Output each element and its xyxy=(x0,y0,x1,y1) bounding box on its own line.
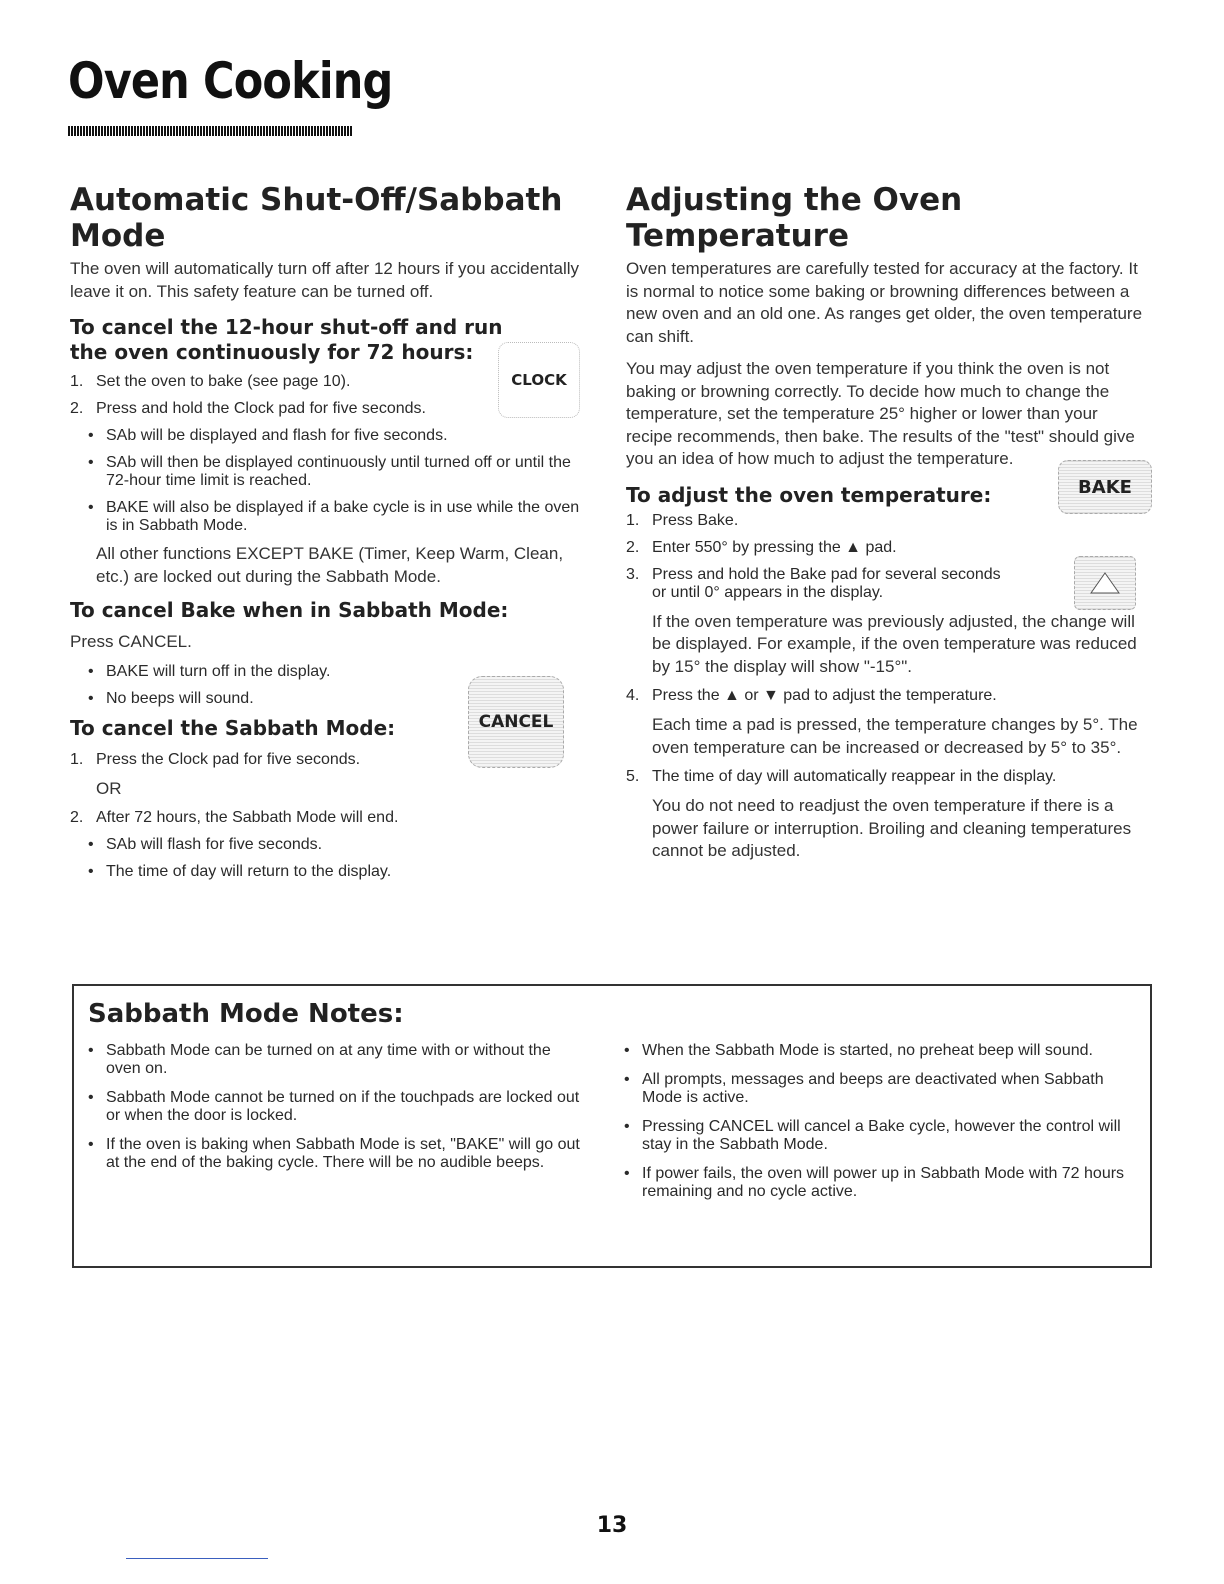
right-column xyxy=(626,182,1146,863)
adjust-step3-note: If the oven temperature was previously adjusted, the change will be displayed. For example, if the oven temperature was reduced by 15° the display will show "-15°". xyxy=(652,611,1137,676)
cancel-sabbath-heading: To cancel the Sabbath Mode: xyxy=(70,715,396,740)
adjust-step2: 2. Enter 550° by pressing the ▲ pad. xyxy=(626,538,897,556)
sabbath-intro: The oven will automatically turn off after 12 hours if you accidentally leave it on. This safety feature can be turned off. xyxy=(70,259,580,301)
cancel-pad-button[interactable]: CANCEL xyxy=(468,676,564,768)
sabbath-notes-box xyxy=(72,984,1152,1268)
notes-right-item: • If power fails, the oven will power up in Sabbath Mode with 72 hours remaining and no cycle active. xyxy=(624,1165,1125,1200)
adjust-step4-note: Each time a pad is pressed, the temperature changes by 5°. The oven temperature can be increased or decreased by 5° to 35°. xyxy=(652,715,1138,757)
cancel-bake-bullet1: • BAKE will turn off in the display. xyxy=(88,662,331,680)
notes-heading: Sabbath Mode Notes: xyxy=(88,999,404,1029)
adjust-para2: You may adjust the oven temperature if you think the oven is not baking or browning correctly. To decide how much to change the temperature, set the temperature 25° higher or lower than your recipe recommends, then bake. The results of the "test" should give you an idea of how much to adjust the temperature. xyxy=(626,359,1135,468)
cancel12-step2: 2. Press and hold the Clock pad for five seconds. xyxy=(70,400,426,417)
cancel-sabbath-bullet2: • The time of day will return to the display. xyxy=(88,863,392,880)
adjust-step4: 4. Press the ▲ or ▼ pad to adjust the temperature. xyxy=(626,687,997,704)
notes-right-list xyxy=(624,1042,1144,1201)
adjust-steps-heading: To adjust the oven temperature: xyxy=(626,482,992,507)
cancel-sabbath-bullet1: • SAb will flash for five seconds. xyxy=(88,836,323,853)
bake-pad-button[interactable]: BAKE xyxy=(1058,460,1152,514)
left-column xyxy=(70,182,590,881)
adjust-step5-note: You do not need to readjust the oven temperature if there is a power failure or interruption. Broiling and cleaning temperatures cannot be adjusted. xyxy=(652,796,1132,860)
title-rule xyxy=(68,126,352,136)
cancel12-heading: To cancel the 12-hour shut-off and run the oven continuously for 72 hours: xyxy=(70,315,503,364)
adjust-heading: Adjusting the Oven Temperature xyxy=(626,182,963,254)
cancel12-bullet2: • SAb will then be displayed continuously until turned off or until the 72-hour time limit is reached. xyxy=(88,454,571,489)
notes-left-list xyxy=(88,1042,588,1172)
cancel-bake-heading: To cancel Bake when in Sabbath Mode: xyxy=(70,598,509,622)
notes-right-item: • All prompts, messages and beeps are deactivated when Sabbath Mode is active. xyxy=(624,1071,1104,1106)
page-title: Oven Cooking xyxy=(68,52,393,110)
adjust-para1: Oven temperatures are carefully tested for accuracy at the factory. It is normal to notice some baking or browning differences between a new oven and an old one. As ranges get older, the oven temperature can shift. xyxy=(626,259,1143,346)
page-number: 13 xyxy=(596,1513,628,1538)
cancel12-bullet1: • SAb will be displayed and flash for five seconds. xyxy=(88,427,448,444)
notes-right-item: • When the Sabbath Mode is started, no preheat beep will sound. xyxy=(624,1042,1093,1059)
notes-left-item: • If the oven is baking when Sabbath Mode is set, "BAKE" will go out at the end of the baking cycle. There will be no audible beeps. xyxy=(88,1136,580,1171)
cancel-bake-bullet2: • No beeps will sound. xyxy=(88,689,254,707)
clock-pad-button[interactable]: CLOCK xyxy=(498,342,580,418)
sabbath-heading: Automatic Shut-Off/Sabbath Mode xyxy=(70,182,563,254)
adjust-step5: 5. The time of day will automatically reappear in the display. xyxy=(626,768,1057,785)
notes-right-item: • Pressing CANCEL will cancel a Bake cycle, however the control will stay in the Sabbath Mode. xyxy=(624,1118,1121,1153)
cancel-sabbath-step1: 1. Press the Clock pad for five seconds. xyxy=(70,750,361,768)
adjust-step1: 1. Press Bake. xyxy=(626,511,739,529)
up-arrow-icon xyxy=(1088,570,1122,596)
adjust-step3: 3. Press and hold the Bake pad for several seconds or until 0° appears in the display. xyxy=(626,565,1001,601)
footer-line xyxy=(126,1558,268,1559)
notes-left-item: • Sabbath Mode can be turned on at any time with or without the oven on. xyxy=(88,1042,551,1077)
cancel-sabbath-or: OR xyxy=(96,778,122,798)
cancel-sabbath-step2: 2. After 72 hours, the Sabbath Mode will end. xyxy=(70,809,399,826)
cancel-bake-text: Press CANCEL. xyxy=(70,632,192,651)
cancel12-note: All other functions EXCEPT BAKE (Timer, Keep Warm, Clean, etc.) are locked out during the Sabbath Mode. xyxy=(96,544,564,586)
cancel12-step1: 1. Set the oven to bake (see page 10). xyxy=(70,373,351,390)
cancel12-bullet3: • BAKE will also be displayed if a bake cycle is in use while the oven is in Sabbath Mode. xyxy=(88,499,580,534)
up-arrow-pad-button[interactable] xyxy=(1074,556,1136,610)
notes-left-item: • Sabbath Mode cannot be turned on if the touchpads are locked out or when the door is locked. xyxy=(88,1089,580,1124)
